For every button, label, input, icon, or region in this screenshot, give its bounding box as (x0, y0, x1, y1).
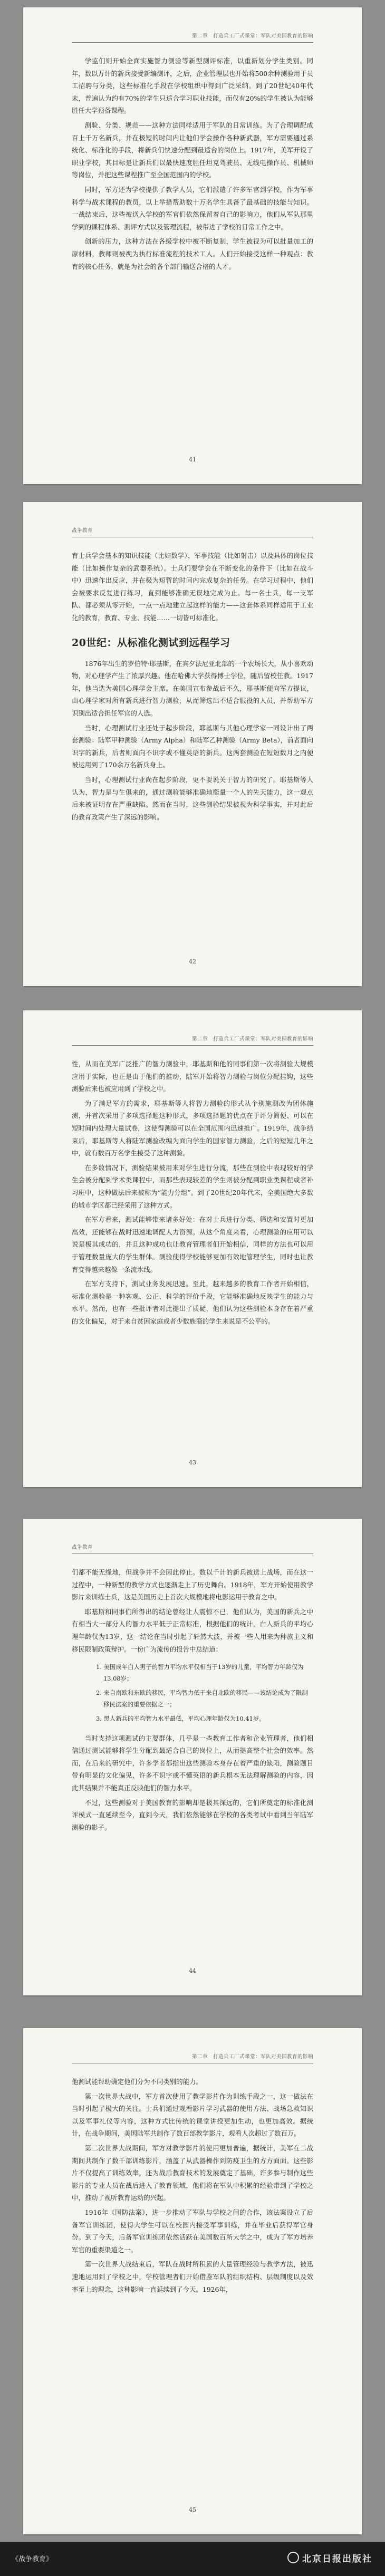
paragraph: 他测试能帮助确定他们分为不同类别的能力。 (72, 2078, 203, 2086)
running-header (72, 32, 313, 43)
publisher-logo-icon (287, 2552, 299, 2563)
reader-footer-bar (0, 2542, 385, 2576)
page-number: 45 (189, 2506, 196, 2513)
paragraph: 当时支持这项测试的主要群体，几乎是一些教育工作者和企业管理者，他们相信通过测试能够将学生分配到最适合自己的岗位上，从而提高整个社会的效率。然而，在后来的研究中，许多学者都指出这些测验本身存在着严重的缺陷，测验题目带有明显的文化偏见，许多不识字或不懂英语的新兵根本无法理解测验的内容，因此其结果并不能真正反映他们的智力水平。 (72, 1734, 313, 1792)
paragraph: 耶基斯和同事们所得出的结论曾经让人震惊不已，他们认为，美国的新兵之中有相当大一部分人的智力水平低于正常标准，根据他们的统计，白人新兵的平均心理年龄仅为13岁，这一结论在当时引起了轩然大波，并被一些人用来为种族主义和移民限制政策辩护。一份广为流传的报告中总结道： (72, 1607, 313, 1653)
page-body (72, 2076, 313, 2298)
paragraph: 第一次世界大战中，军方首次使用了教学影片作为训练手段之一，这一做法在当时引起了极大的关注。士兵们通过观看影片学习武器的使用方法、战场急救知识以及军事礼仪等内容，这种方式比传统的课堂讲授更加生动，也更加高效。据统计，在战争期间，美国陆军共制作了数百部教学影片，观看人次超过了数百万。 (72, 2092, 313, 2138)
page-body (72, 1566, 313, 1836)
paragraph: 学监们则开始全面实施智力测验等新型测评标准，以重新划分学生类别。同年，数以万计的新兵接受新编测评，之后，企业管理层也开始将500余种测验用于员工招聘与分类，这些标准化手段在学校组织中得到广泛采纳。到了20世纪40年代末，普遍认为约有70%的学生只适合学习职业技能，而仅有20%的学生被认为能够胜任大学预备课程。 (72, 57, 313, 115)
page-number: 43 (189, 1459, 196, 1466)
list-item: 3. 黑人新兵的平均智力水平最低，平均心理年龄仅为10.41岁。 (96, 1715, 265, 1723)
publisher-logo (287, 2551, 372, 2564)
list-item: 2. 来自南欧和东欧的移民，平均智力低于来自北欧的移民——该结论成为了限制移民法案的重要依据之一； (96, 1689, 308, 1708)
book-title: 《战争教育》 (12, 2555, 53, 2563)
paragraph: 性，从而在美军广泛推广的智力测验中，耶基斯和他的同事们第一次将测验大规模应用于实际，也正是由于他们的推动，陆军开始将智力测验与岗位分配挂钩，这些测验后来也被应用到了学校之中。 (72, 1060, 313, 1093)
paragraph: 创新的压力，这种方法在各级学校中被不断复制，学生被视为可以批量加工的原材料，教师则被视为执行标准流程的技术工人。人们开始接受这样一种观点：教育的核心任务，就是为社会的各个部门输送合格的人才。 (72, 237, 313, 271)
paragraph: 同时，军方还为学校提供了教学人员，它们派遣了许多军官到学校，作为军事科学与战术课程的教员，以上举措帮助数十万名学生具备了最基础的技能与知识。一战结束后，这些被送入学校的军官们依然保留着自己的影响力，他们从军队那里学到的课程体系、测评方式以及管理流程，被带进了学校的日常工作之中。 (72, 185, 313, 231)
header-rule (72, 42, 313, 43)
publisher-name: 北京日报出版社 (302, 2554, 372, 2564)
running-header-text: 战争教育 (72, 1545, 93, 1550)
paragraph: 为了满足军方的需求，耶基斯等人将智力测验的形式从个别施测改为团体施测，并首次采用了多项选择题这种形式，多项选择题的优点在于评分简便、可以在短时间内处理大量试卷，这使得测验可以在全国范围内迅速推广。1919年，战争结束后，耶基斯等人将陆军测验改编为面向学生的国家智力测验，之后的短短几年之中，就有数百万名学生接受了这种测验。 (72, 1099, 313, 1157)
book-page-44 (23, 1519, 362, 1995)
list-item: 1. 美国成年白人男子的智力平均水平仅相当于13岁的儿童，平均智力年龄仅为13.08岁； (96, 1663, 304, 1682)
running-header (72, 1543, 313, 1554)
book-page-45 (23, 2028, 362, 2534)
running-header (72, 1035, 313, 1046)
paragraph: 当时，心理测试行业还处于起步阶段，耶基斯与其他心理学家一同设计出了两套测验：陆军甲种测验（Army Alpha）和陆军乙种测验（Army Beta），前者面向识字的新兵，后者则面向不识字或不懂英语的新兵。这两套测验在短短数月之内便被运用到了170余万名新兵身上。 (72, 723, 313, 769)
paragraph: 1876年出生的罗伯特·耶基斯，在宾夕法尼亚北部的一个农场长大，从小喜欢动物，对心理学产生了浓厚兴趣。他在哈佛大学获得博士学位，随后留校任教。1917年，他当选为美国心理学会主席。在美国宣布参战后不久，耶基斯便向军方提议，由心理学家对所有新兵进行智力测验，从而筛选出不适合服役的人员，并帮助军方识别出适合担任军官的人选。 (72, 659, 313, 717)
paragraph: 第一次世界大战结束后，军队在战时所积累的大量管理经验与教学方法，被迅速地运用到了学校之中，学校管理者们开始借鉴军队的组织结构、层级制度以及效率至上的理念，这种影响一直延续到了今天。1926年， (72, 2260, 313, 2293)
book-page-42 (23, 502, 362, 986)
section-heading: 20世纪：从标准化测试到远程学习 (72, 636, 230, 649)
paragraph: 在军方支持下，测试业务发展迅速。至此，越来越多的教育工作者开始相信，标准化测验是一种客观、公正、科学的评价手段，它能够准确地反映学生的能力与水平。然而，也有一些批评者对此提出了质疑，他们认为这些测验本身存在着严重的文化偏见，对于来自贫困家庭或者少数族裔的学生来说是不公平的。 (72, 1280, 313, 1325)
paragraph: 测验、分类、规范——这种方法同样适用于军队的日常训练。为了合理调配成百上千万名新兵，并在极短的时间内让他们学会操作各种新武器，军方需要通过系统化、标准化的手段，将新兵们快速分配到最适合的岗位上。1917年，美军开设了职业学校，其目标是让新兵们以最快速度胜任坦克驾驶员、无线电操作员、机械师等岗位，并把这些课程推广至全国范围内的学校。 (72, 121, 313, 179)
book-page-43 (23, 1010, 362, 1487)
paragraph: 育士兵学会基本的知识技能（比如数学）、军事技能（比如射击）以及具体的岗位技能（比如操作复杂的武器系统）。士兵们要学会在不断变化的条件下（比如在战斗中）迅速作出反应，并在极为短暂的时间内完成复杂的任务。在学习过程中，他们会被要求反复进行练习，直到能够准确无误地完成为止。每一名士兵，每一支军队、都必须从零开始，一点一点地建立起这样的能力——这套体系同样适用于工业化的教育，教育、专业、技能……一切皆可标准化。 (72, 552, 313, 622)
numbered-list (72, 1662, 313, 1725)
running-header (72, 526, 313, 537)
page-body (72, 55, 313, 275)
paragraph: 1916年《国防法案》，进一步推动了军队与学校之间的合作，该法案设立了后备军官训练团，使得大学生可以在校园内接受军事训练，并在毕业后获得军官身份。到了今天，后备军官训练团依然活跃在美国数百所大学之中，成为了军方培养军官的重要渠道之一。 (72, 2208, 313, 2254)
book-page-41 (23, 7, 362, 484)
running-header-text: 战争教育 (72, 528, 93, 534)
page-number: 41 (189, 456, 196, 463)
page-body (72, 1058, 313, 1329)
header-rule (72, 1045, 313, 1046)
paragraph: 们都不能无缘地，但战争并不会因此停止。数以千计的新兵被送上战场，而在这一过程中，一种新型的教学方式也逐渐走上了历史舞台。1918年，军方开始使用教学影片来训练士兵，这是美国历史上首次大规模地将电影运用于教育之中。 (72, 1568, 313, 1601)
paragraph: 在多数情况下，测验结果被用来对学生进行分流，那些在测验中表现较好的学生会被分配到学术类课程中，而那些表现较差的学生则被分配到职业类课程或者补习班中，这种做法后来被称为“能力分组”。到了20世纪20年代末，全美国绝大多数的城市学区都已经采用了这种方式。 (72, 1163, 313, 1209)
running-header (72, 2052, 313, 2063)
paragraph: 在军方看来，测试能够带来诸多好处：在对士兵进行分类、筛选和安置时更加高效，还能够在战时迅速地调配人力资源。从这个角度来看，心理测验的应用可以说是极其成功的，并且这种成功也让教育管理者们开始相信，同样的方法也可以用于管理数量庞大的学生群体。测验使得学校能够更加有效地管理学生，同时也让教育变得越来越像一条流水线。 (72, 1215, 313, 1273)
paragraph: 第二次世界大战期间，军方对教学影片的使用更加普遍，据统计，美军在二战期间共制作了数千部训练影片，涵盖了从武器操作到防疫卫生的方方面面。这些影片不仅提高了训练效率，还为战后教育技术的发展奠定了基础，许多参与制作这些影片的专业人员在战后进入了教育领域，他们将在军队中积累的经验带到了学校之中，推动了视听教育运动的兴起。 (72, 2144, 313, 2202)
running-header-text: 第二章 打造兵工厂式课堂：军队对美国教育的影响 (191, 2054, 313, 2060)
running-header-text: 第二章 打造兵工厂式课堂：军队对美国教育的影响 (191, 1036, 313, 1042)
page-number: 44 (189, 1967, 196, 1974)
paragraph: 不过，这些测验对于美国教育的影响却是极其深远的，它们所奠定的标准化测评模式一直延续至今，直到今天，我们依然能够在学校的各类考试中看到当年陆军测验的影子。 (72, 1798, 313, 1831)
paragraph: 当时，心理测试行业尚在起步阶段，更不要说关于智力的研究了。耶基斯等人认为，智力是与生俱来的，通过测验能够准确地衡量一个人的先天能力，这一观点后来被证明存在严重缺陷。然而在当时，这些测验结果被视为科学事实，并对此后的教育政策产生了深远的影响。 (72, 775, 313, 821)
running-header-text: 第二章 打造兵工厂式课堂：军队对美国教育的影响 (191, 33, 313, 39)
page-number: 42 (189, 958, 196, 965)
page-body (72, 549, 313, 825)
